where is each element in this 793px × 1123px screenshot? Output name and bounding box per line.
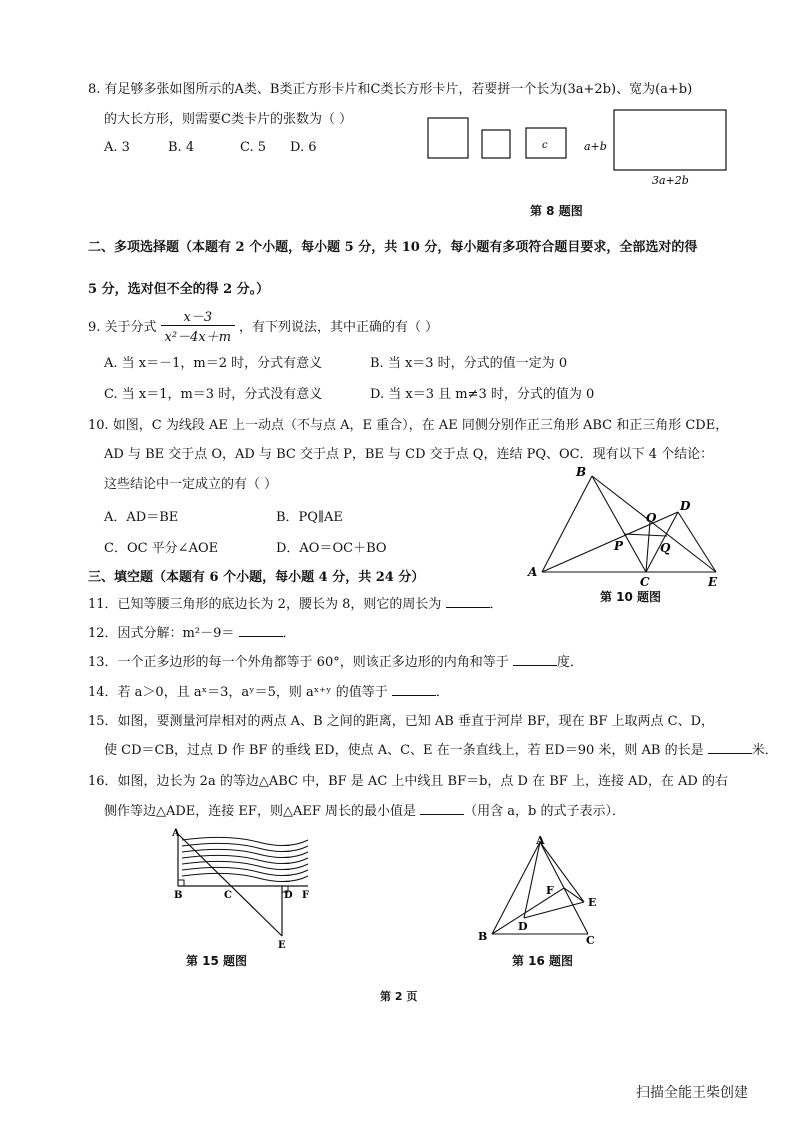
- q13: [88, 651, 583, 670]
- q9-stem: [88, 306, 438, 345]
- q10-label-q: Q: [660, 541, 671, 555]
- q16-line2-wrap: [104, 800, 625, 819]
- section3-heading: 三、填空题（本题有 6 个小题，每小题 4 分，共 24 分）: [88, 570, 425, 585]
- q16-label-c: C: [586, 934, 595, 946]
- q10-figure: [520, 462, 730, 586]
- q16-label-e: E: [588, 896, 597, 909]
- q10-caption: 第 10 题图: [600, 590, 662, 604]
- q15-line2-wrap: [104, 739, 778, 758]
- big-rect-bottom-label: 3a+2b: [652, 174, 689, 187]
- q8-line2: 的大长方形，则需要C类卡片的张数为（ ）: [104, 112, 353, 127]
- section2-heading-line2: 5 分，选对但不全的得 2 分。）: [88, 282, 270, 297]
- q14-text: 14．若 a＞0，且 aˣ＝3，aʸ＝5，则 aˣ⁺ʸ 的值等于: [88, 685, 388, 700]
- q10-option-d: D．AO＝OC＋BO: [276, 541, 387, 556]
- q10-line1: 10. 如图，C 为线段 AE 上一动点（不与点 A，E 重合），在 AE 同侧分别作正三角形 ABC 和正三角形 CDE，: [88, 418, 729, 433]
- card-b-square: [482, 130, 510, 158]
- q12-end: ．: [282, 626, 296, 641]
- section2-heading-line1: 二、多项选择题（本题有 2 个小题，每小题 5 分，共 10 分，每小题有多项符合题目要求，全部选对的得: [88, 240, 698, 255]
- q9-fraction: [161, 306, 235, 345]
- q13-answer-blank: [513, 653, 557, 666]
- q10-option-a: A．AD＝BE: [104, 510, 179, 525]
- q10-label-e: E: [708, 575, 718, 586]
- big-rect-side-label: a+b: [584, 140, 607, 153]
- scanner-watermark: 扫描全能王柴创建: [636, 1085, 748, 1101]
- q8-option-c: C. 5: [240, 140, 267, 155]
- q14: [88, 681, 449, 700]
- q16-label-b: B: [478, 930, 488, 943]
- q10-label-b: B: [576, 465, 587, 479]
- q15-label-c: C: [224, 890, 232, 901]
- q10-label-a: A: [528, 565, 538, 579]
- q10-label-c: C: [640, 575, 650, 586]
- q15-label-b: B: [174, 890, 183, 901]
- q9-option-c: C. 当 x＝1，m＝3 时，分式没有意义: [104, 387, 323, 402]
- q10-label-p: P: [614, 539, 624, 553]
- q15-label-e: E: [278, 940, 286, 950]
- q16-end: （用含 a，b 的式子表示）．: [464, 804, 625, 819]
- q15-label-f: F: [302, 890, 310, 901]
- q15-label-a: A: [172, 828, 180, 839]
- q9-denominator: x²－4x＋m: [164, 330, 232, 345]
- q16-label-d: D: [518, 920, 528, 933]
- q8-option-a: A. 3: [104, 140, 130, 155]
- q12-text: 12．因式分解：m²－9＝: [88, 626, 235, 641]
- q8-figure: [420, 104, 730, 190]
- q11-text: 11．已知等腰三角形的底边长为 2，腰长为 8，则它的周长为: [88, 597, 442, 612]
- q15-line2: 使 CD＝CB，过点 D 作 BF 的垂线 ED，使点 A、C、E 在一条直线上，若 ED＝90 米，则 AB 的长是: [104, 743, 704, 758]
- q9-option-a: A. 当 x＝－1，m＝2 时，分式有意义: [104, 356, 323, 371]
- q15-line1: 15．如图，要测量河岸相对的两点 A、B 之间的距离，已知 AB 垂直于河岸 BF，现在 BF 上取两点 C、D，: [88, 714, 715, 729]
- card-a-square: [428, 118, 468, 158]
- q9-numerator: x－3: [161, 306, 235, 326]
- q11: [88, 593, 503, 612]
- q16-line1: 16．如图，边长为 2a 的等边△ABC 中，BF 是 AC 上中线且 BF＝b，点 D 在 BF 上，连接 AD，在 AD 的右: [88, 774, 728, 789]
- q14-answer-blank: [392, 683, 436, 696]
- card-c-label: c: [542, 140, 548, 151]
- q8-option-b: B. 4: [168, 140, 195, 155]
- q9-suffix: ，有下列说法，其中正确的有（ ）: [239, 320, 439, 335]
- q15-caption: 第 15 题图: [186, 954, 248, 968]
- q11-answer-blank: [446, 595, 490, 608]
- q8-option-d: D. 6: [290, 140, 317, 155]
- q12-answer-blank: [239, 624, 283, 637]
- q12: [88, 622, 296, 641]
- q8-caption: 第 8 题图: [530, 204, 583, 218]
- page-number: 第 2 页: [380, 990, 418, 1003]
- q10-option-c: C．OC 平分∠AOE: [104, 541, 219, 556]
- q9-option-b: B. 当 x＝3 时，分式的值一定为 0: [370, 356, 568, 371]
- q15-figure: [168, 826, 318, 950]
- q15-end: 米．: [751, 743, 778, 758]
- q13-text: 13．一个正多边形的每一个外角都等于 60°，则该正多边形的内角和等于: [88, 655, 509, 670]
- q16-line2: 侧作等边△ADE，连接 EF，则△AEF 周长的最小值是: [104, 804, 416, 819]
- q10-label-d: D: [680, 499, 691, 513]
- q14-end: ．: [435, 685, 449, 700]
- q15-label-d: D: [284, 890, 293, 901]
- q11-end: ．: [489, 597, 503, 612]
- q9-option-d: D. 当 x＝3 且 m≠3 时，分式的值为 0: [370, 387, 595, 402]
- q10-option-b: B．PQ∥AE: [276, 510, 343, 525]
- q10-line3: 这些结论中一定成立的有（ ）: [104, 477, 278, 492]
- q8-line1: 8. 有足够多张如图所示的A类、B类正方形卡片和C类长方形卡片，若要拼一个长为(3a+2b)、宽为(a+b): [88, 82, 693, 97]
- q16-label-f: F: [546, 884, 554, 897]
- q16-answer-blank: [420, 802, 464, 815]
- q10-label-o: O: [646, 511, 657, 525]
- q10-line2: AD 与 BE 交于点 O，AD 与 BC 交于点 P，BE 与 CD 交于点 Q，连结 PQ、OC．现有以下 4 个结论：: [104, 447, 714, 462]
- q13-end: 度．: [556, 655, 583, 670]
- big-rect: [614, 110, 726, 170]
- q9-prefix: 9. 关于分式: [88, 320, 157, 335]
- q16-caption: 第 16 题图: [512, 954, 574, 968]
- q16-figure: [470, 834, 610, 946]
- q16-label-a: A: [536, 834, 545, 847]
- q15-answer-blank: [708, 741, 752, 754]
